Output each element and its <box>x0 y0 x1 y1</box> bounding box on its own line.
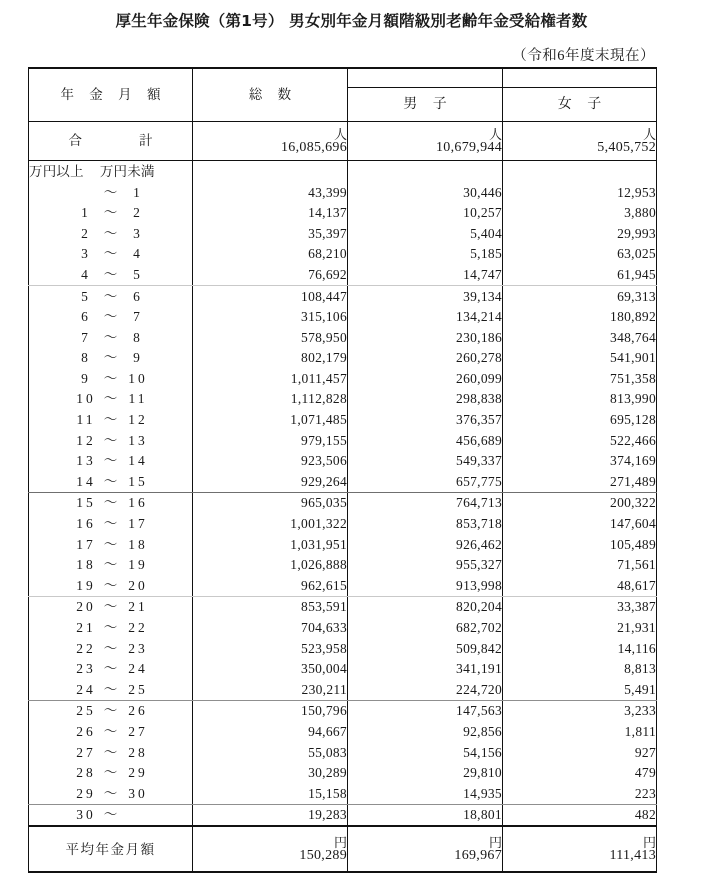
average-value-total <box>193 826 348 872</box>
bracket-lower-bound: 14 <box>76 473 96 489</box>
cell-value-male: 913,998 <box>348 575 503 596</box>
table-row <box>29 410 657 431</box>
bracket-lower-bound: 3 <box>81 246 91 262</box>
grand-total-number-male: 10,679,944 <box>436 139 502 155</box>
cell-value-female: 12,953 <box>503 182 657 203</box>
cell-value-female: 348,764 <box>503 327 657 348</box>
bracket-tilde: ～ <box>103 432 118 448</box>
table-row <box>29 223 657 244</box>
bracket-upper-bound: 7 <box>133 309 143 325</box>
bracket-upper-bound: 24 <box>128 661 148 677</box>
bracket-lower-bound: 17 <box>76 536 96 552</box>
cell-value-total: 76,692 <box>193 264 348 285</box>
bracket-upper-bound: 10 <box>128 370 148 386</box>
cell-value-female: 71,561 <box>503 555 657 576</box>
bracket-tilde: ～ <box>103 744 118 760</box>
grand-total-value-female <box>503 122 657 161</box>
bracket-lower-unit-label: 万円以上 <box>29 163 84 179</box>
cell-value-male: 14,747 <box>348 264 503 285</box>
bracket-range-cell <box>29 783 193 804</box>
bracket-tilde: ～ <box>103 266 118 282</box>
bracket-lower-bound: 23 <box>76 661 96 677</box>
cell-value-female: 61,945 <box>503 264 657 285</box>
bracket-upper-bound: 14 <box>128 453 148 469</box>
bracket-lower-bound: 12 <box>76 432 96 448</box>
bracket-lower-bound: 8 <box>81 350 91 366</box>
cell-value-total: 704,633 <box>193 617 348 638</box>
table-row <box>29 575 657 596</box>
cell-value-female: 147,604 <box>503 514 657 535</box>
cell-value-female: 69,313 <box>503 285 657 306</box>
bracket-tilde: ～ <box>103 453 118 469</box>
bracket-upper-bound: 5 <box>133 266 143 282</box>
table-row <box>29 327 657 348</box>
cell-value-female: 751,358 <box>503 368 657 389</box>
bracket-upper-bound: 25 <box>128 681 148 697</box>
bracket-tilde: ～ <box>103 557 118 573</box>
bracket-range-cell <box>29 555 193 576</box>
cell-value-total: 802,179 <box>193 348 348 369</box>
bracket-lower-bound: 19 <box>76 577 96 593</box>
cell-value-total: 68,210 <box>193 244 348 265</box>
cell-value-total: 230,211 <box>193 679 348 700</box>
cell-value-total: 1,031,951 <box>193 534 348 555</box>
column-header-female-holder <box>503 68 657 122</box>
table-row <box>29 471 657 492</box>
bracket-upper-bound: 21 <box>128 599 148 615</box>
bracket-lower-bound: 22 <box>76 640 96 656</box>
bracket-lower-bound: 15 <box>76 495 96 511</box>
bracket-upper-bound: 26 <box>128 703 148 719</box>
table-row <box>29 348 657 369</box>
cell-value-female: 541,901 <box>503 348 657 369</box>
table-row <box>29 679 657 700</box>
cell-value-total: 929,264 <box>193 471 348 492</box>
bracket-range-cell <box>29 368 193 389</box>
cell-value-male: 5,185 <box>348 244 503 265</box>
bracket-range-cell <box>29 410 193 431</box>
cell-value-female: 3,233 <box>503 700 657 721</box>
table-row <box>29 264 657 285</box>
column-header-male: 男 子 <box>348 87 502 121</box>
table-row <box>29 203 657 224</box>
bracket-range-cell <box>29 804 193 826</box>
bracket-lower-bound: 18 <box>76 557 96 573</box>
bracket-lower-bound: 27 <box>76 744 96 760</box>
statistics-table-container <box>28 67 656 873</box>
bracket-upper-bound: 23 <box>128 640 148 656</box>
bracket-upper-bound: 12 <box>128 412 148 428</box>
cell-value-male: 764,713 <box>348 492 503 513</box>
column-header-female: 女 子 <box>503 87 656 121</box>
average-number-female: 111,413 <box>609 847 656 863</box>
bracket-lower-bound: 21 <box>76 620 96 636</box>
bracket-tilde: ～ <box>103 577 118 593</box>
bracket-upper-bound: 30 <box>128 785 148 801</box>
bracket-upper-bound: 22 <box>128 620 148 636</box>
table-row <box>29 804 657 826</box>
bracket-tilde: ～ <box>103 246 118 262</box>
cell-value-male: 39,134 <box>348 285 503 306</box>
bracket-range-cell <box>29 617 193 638</box>
bracket-range-cell <box>29 223 193 244</box>
table-row <box>29 244 657 265</box>
bracket-lower-bound: 7 <box>81 329 91 345</box>
grand-total-number-female: 5,405,752 <box>597 139 656 155</box>
table-row <box>29 596 657 617</box>
bracket-tilde: ～ <box>103 640 118 656</box>
table-row <box>29 783 657 804</box>
cell-value-total: 923,506 <box>193 451 348 472</box>
bracket-range-cell <box>29 471 193 492</box>
bracket-tilde: ～ <box>103 703 118 719</box>
cell-value-male: 657,775 <box>348 471 503 492</box>
cell-value-male: 955,327 <box>348 555 503 576</box>
table-row <box>29 430 657 451</box>
bracket-range-cell <box>29 327 193 348</box>
cell-value-male: 853,718 <box>348 514 503 535</box>
bracket-upper-bound: 15 <box>128 473 148 489</box>
table-row <box>29 492 657 513</box>
grand-total-row <box>29 122 657 161</box>
bracket-upper-unit-label: 万円未満 <box>99 163 155 179</box>
cell-value-male: 10,257 <box>348 203 503 224</box>
table-row <box>29 659 657 680</box>
bracket-upper-bound: 1 <box>133 184 143 200</box>
table-row <box>29 555 657 576</box>
bracket-tilde: ～ <box>103 536 118 552</box>
cell-value-female: 522,466 <box>503 430 657 451</box>
column-header-male-holder <box>348 68 503 122</box>
cell-value-female: 8,813 <box>503 659 657 680</box>
cell-value-male: 14,935 <box>348 783 503 804</box>
average-label: 平均年金月額 <box>65 841 156 857</box>
bracket-range-cell <box>29 285 193 306</box>
bracket-range-cell <box>29 763 193 784</box>
bracket-lower-bound: 25 <box>76 703 96 719</box>
grand-total-label: 合 計 <box>29 122 193 161</box>
cell-value-total: 15,158 <box>193 783 348 804</box>
bracket-tilde: ～ <box>103 412 118 428</box>
bracket-range-cell <box>29 596 193 617</box>
cell-value-female: 180,892 <box>503 307 657 328</box>
cell-value-male: 341,191 <box>348 659 503 680</box>
cell-value-female: 21,931 <box>503 617 657 638</box>
bracket-upper-bound: 17 <box>128 516 148 532</box>
bracket-upper-bound: 16 <box>128 495 148 511</box>
bracket-lower-bound: 16 <box>76 516 96 532</box>
bracket-lower-bound: 5 <box>81 288 91 304</box>
grand-total-value-male <box>348 122 503 161</box>
cell-value-female: 63,025 <box>503 244 657 265</box>
bracket-range-cell <box>29 700 193 721</box>
table-row <box>29 307 657 328</box>
bracket-tilde: ～ <box>103 495 118 511</box>
bracket-range-cell <box>29 244 193 265</box>
bracket-upper-bound: 11 <box>128 391 148 407</box>
cell-value-total: 1,071,485 <box>193 410 348 431</box>
bracket-unit-header-row <box>29 161 657 183</box>
bracket-unit-spacer-male <box>348 161 503 183</box>
cell-value-total: 1,026,888 <box>193 555 348 576</box>
cell-value-total: 55,083 <box>193 742 348 763</box>
table-row <box>29 368 657 389</box>
page-title: 厚生年金保険（第1号） 男女別年金月額階級別老齢年金受給権者数 <box>115 12 588 30</box>
bracket-tilde: ～ <box>103 225 118 241</box>
grand-total-number-total: 16,085,696 <box>281 139 347 155</box>
bracket-range-cell <box>29 575 193 596</box>
bracket-tilde: ～ <box>103 391 118 407</box>
bracket-tilde: ～ <box>103 288 118 304</box>
column-header-pension-monthly-amount: 年 金 月 額 <box>29 68 193 122</box>
bracket-range-cell <box>29 430 193 451</box>
bracket-range-cell <box>29 514 193 535</box>
cell-value-total: 1,112,828 <box>193 389 348 410</box>
bracket-upper-bound: 8 <box>133 329 143 345</box>
table-row <box>29 514 657 535</box>
bracket-upper-bound: 28 <box>128 744 148 760</box>
bracket-tilde: ～ <box>103 516 118 532</box>
bracket-tilde: ～ <box>103 184 118 200</box>
bracket-lower-bound: 13 <box>76 453 96 469</box>
bracket-lower-bound: 29 <box>76 785 96 801</box>
bracket-lower-bound: 20 <box>76 599 96 615</box>
cell-value-total: 30,289 <box>193 763 348 784</box>
cell-value-male: 92,856 <box>348 721 503 742</box>
cell-value-female: 29,993 <box>503 223 657 244</box>
cell-value-male: 682,702 <box>348 617 503 638</box>
cell-value-female: 105,489 <box>503 534 657 555</box>
bracket-tilde: ～ <box>103 599 118 615</box>
cell-value-total: 43,399 <box>193 182 348 203</box>
cell-value-total: 150,796 <box>193 700 348 721</box>
cell-value-male: 509,842 <box>348 638 503 659</box>
cell-value-female: 374,169 <box>503 451 657 472</box>
bracket-upper-bound: 27 <box>128 723 148 739</box>
bracket-range-cell <box>29 659 193 680</box>
cell-value-female: 33,387 <box>503 596 657 617</box>
cell-value-male: 260,278 <box>348 348 503 369</box>
bracket-tilde: ～ <box>103 205 118 221</box>
bracket-upper-bound: 20 <box>128 577 148 593</box>
table-row <box>29 389 657 410</box>
bracket-tilde: ～ <box>103 309 118 325</box>
bracket-upper-bound: 19 <box>128 557 148 573</box>
average-number-male: 169,967 <box>454 847 502 863</box>
table-row <box>29 451 657 472</box>
cell-value-female: 479 <box>503 763 657 784</box>
bracket-range-cell <box>29 348 193 369</box>
cell-value-male: 549,337 <box>348 451 503 472</box>
bracket-tilde: ～ <box>103 807 118 823</box>
cell-value-total: 315,106 <box>193 307 348 328</box>
table-row <box>29 721 657 742</box>
bracket-range-cell <box>29 264 193 285</box>
cell-value-male: 820,204 <box>348 596 503 617</box>
table-row <box>29 617 657 638</box>
bracket-range-cell <box>29 638 193 659</box>
unit-label-people-total: 人 <box>333 126 347 142</box>
cell-value-male: 376,357 <box>348 410 503 431</box>
cell-value-female: 695,128 <box>503 410 657 431</box>
cell-value-female: 482 <box>503 804 657 826</box>
grand-total-value-total <box>193 122 348 161</box>
bracket-unit-spacer-total <box>193 161 348 183</box>
cell-value-female: 5,491 <box>503 679 657 700</box>
table-row <box>29 285 657 306</box>
table-body <box>29 68 657 872</box>
bracket-lower-bound: 1 <box>81 205 91 221</box>
unit-label-people-male: 人 <box>488 126 502 142</box>
table-row <box>29 700 657 721</box>
cell-value-female: 271,489 <box>503 471 657 492</box>
column-header-total: 総 数 <box>193 68 348 122</box>
cell-value-female: 223 <box>503 783 657 804</box>
bracket-upper-bound: 18 <box>128 536 148 552</box>
table-row <box>29 742 657 763</box>
unit-label-yen-male: 円 <box>488 834 502 850</box>
bracket-upper-bound: 9 <box>133 350 143 366</box>
bracket-tilde: ～ <box>103 723 118 739</box>
bracket-lower-bound: 30 <box>76 807 96 823</box>
cell-value-male: 456,689 <box>348 430 503 451</box>
bracket-tilde: ～ <box>103 681 118 697</box>
bracket-range-cell <box>29 307 193 328</box>
bracket-upper-bound: 4 <box>133 246 143 262</box>
bracket-range-cell <box>29 679 193 700</box>
cell-value-female: 48,617 <box>503 575 657 596</box>
cell-value-total: 962,615 <box>193 575 348 596</box>
bracket-range-cell <box>29 492 193 513</box>
bracket-upper-bound: 2 <box>133 205 143 221</box>
cell-value-total: 108,447 <box>193 285 348 306</box>
cell-value-female: 14,116 <box>503 638 657 659</box>
unit-label-yen-female: 円 <box>642 834 656 850</box>
cell-value-male: 147,563 <box>348 700 503 721</box>
bracket-lower-bound: 6 <box>81 309 91 325</box>
table-header-row <box>29 68 657 122</box>
as-of-date-note: （令和6年度末現在） <box>512 48 655 64</box>
average-row <box>29 826 657 872</box>
cell-value-female: 200,322 <box>503 492 657 513</box>
table-row <box>29 638 657 659</box>
bracket-lower-bound: 11 <box>76 412 96 428</box>
average-value-female <box>503 826 657 872</box>
cell-value-total: 965,035 <box>193 492 348 513</box>
bracket-range-cell <box>29 389 193 410</box>
bracket-lower-bound: 9 <box>81 370 91 386</box>
table-row <box>29 182 657 203</box>
bracket-lower-bound: 10 <box>76 391 96 407</box>
bracket-unit-spacer-female <box>503 161 657 183</box>
cell-value-total: 979,155 <box>193 430 348 451</box>
bracket-range-cell <box>29 534 193 555</box>
bracket-tilde: ～ <box>103 370 118 386</box>
cell-value-male: 260,099 <box>348 368 503 389</box>
cell-value-total: 350,004 <box>193 659 348 680</box>
table-row <box>29 534 657 555</box>
cell-value-male: 134,214 <box>348 307 503 328</box>
cell-value-male: 298,838 <box>348 389 503 410</box>
cell-value-total: 35,397 <box>193 223 348 244</box>
cell-value-total: 1,011,457 <box>193 368 348 389</box>
average-number-total: 150,289 <box>299 847 347 863</box>
pension-statistics-table <box>28 67 657 873</box>
bracket-tilde: ～ <box>103 620 118 636</box>
cell-value-female: 3,880 <box>503 203 657 224</box>
bracket-upper-bound: 13 <box>128 432 148 448</box>
bracket-lower-bound: 2 <box>81 225 91 241</box>
unit-label-people-female: 人 <box>642 126 656 142</box>
bracket-lower-bound: 28 <box>76 765 96 781</box>
cell-value-total: 578,950 <box>193 327 348 348</box>
cell-value-total: 1,001,322 <box>193 514 348 535</box>
cell-value-male: 5,404 <box>348 223 503 244</box>
unit-label-yen-total: 円 <box>333 834 347 850</box>
cell-value-male: 224,720 <box>348 679 503 700</box>
bracket-upper-bound: 6 <box>133 288 143 304</box>
cell-value-male: 18,801 <box>348 804 503 826</box>
bracket-tilde: ～ <box>103 329 118 345</box>
bracket-upper-bound: 29 <box>128 765 148 781</box>
cell-value-female: 813,990 <box>503 389 657 410</box>
cell-value-male: 230,186 <box>348 327 503 348</box>
bracket-tilde: ～ <box>103 350 118 366</box>
bracket-lower-bound: 4 <box>81 266 91 282</box>
cell-value-total: 14,137 <box>193 203 348 224</box>
bracket-range-cell <box>29 721 193 742</box>
cell-value-total: 523,958 <box>193 638 348 659</box>
cell-value-male: 926,462 <box>348 534 503 555</box>
bracket-tilde: ～ <box>103 765 118 781</box>
cell-value-total: 19,283 <box>193 804 348 826</box>
bracket-unit-header <box>29 161 193 183</box>
cell-value-total: 853,591 <box>193 596 348 617</box>
bracket-range-cell <box>29 182 193 203</box>
cell-value-female: 1,811 <box>503 721 657 742</box>
table-row <box>29 763 657 784</box>
bracket-lower-bound: 24 <box>76 681 96 697</box>
cell-value-male: 29,810 <box>348 763 503 784</box>
average-value-male <box>348 826 503 872</box>
bracket-range-cell <box>29 203 193 224</box>
cell-value-male: 30,446 <box>348 182 503 203</box>
bracket-lower-bound: 26 <box>76 723 96 739</box>
bracket-upper-bound: 3 <box>133 225 143 241</box>
cell-value-total: 94,667 <box>193 721 348 742</box>
bracket-tilde: ～ <box>103 473 118 489</box>
cell-value-male: 54,156 <box>348 742 503 763</box>
bracket-range-cell <box>29 451 193 472</box>
bracket-tilde: ～ <box>103 661 118 677</box>
bracket-range-cell <box>29 742 193 763</box>
bracket-tilde: ～ <box>103 785 118 801</box>
cell-value-female: 927 <box>503 742 657 763</box>
